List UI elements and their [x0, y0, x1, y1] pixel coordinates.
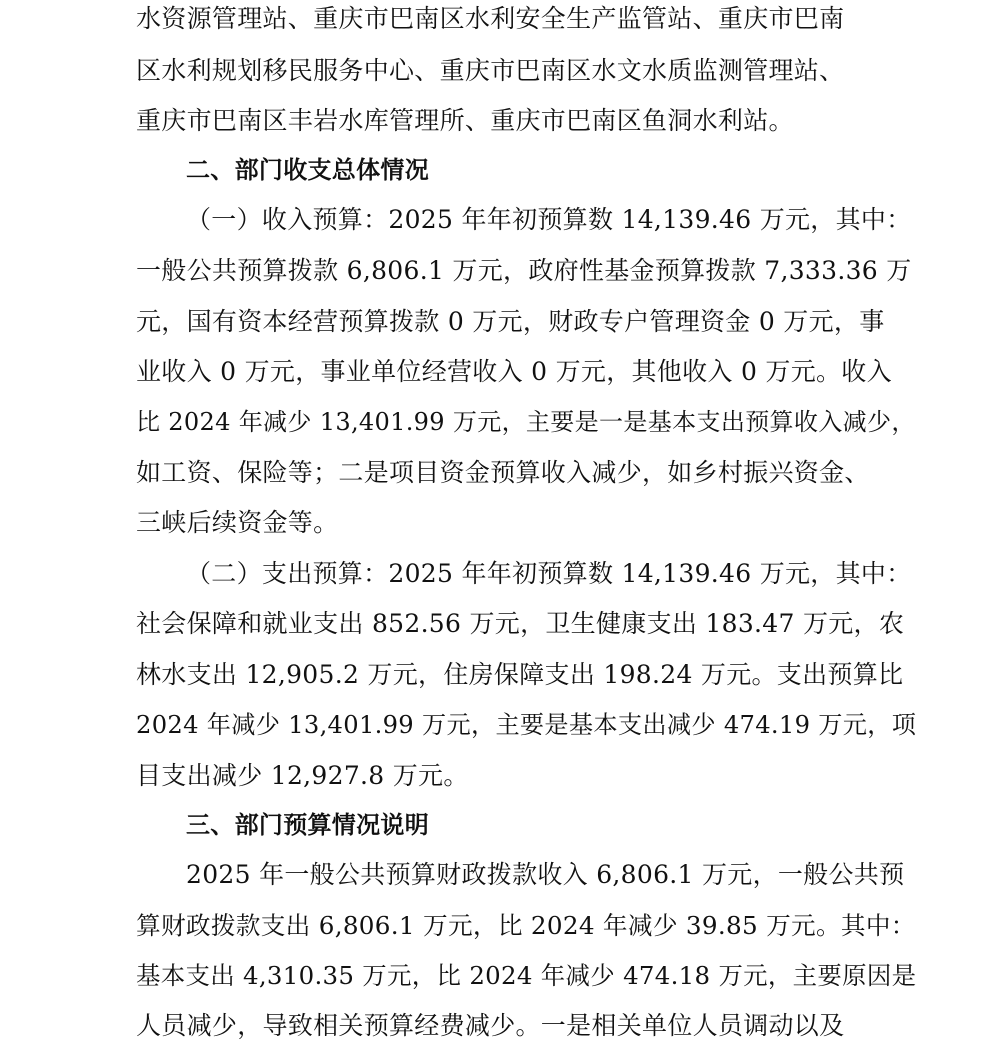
paragraph-line: 林水支出 12,905.2 万元，住房保障支出 198.24 万元。支出预算比: [136, 660, 904, 689]
paragraph-line: 一般公共预算拨款 6,806.1 万元，政府性基金预算拨款 7,333.36 万: [136, 256, 912, 285]
paragraph-line: 比 2024 年减少 13,401.99 万元，主要是一是基本支出预算收入减少，: [136, 408, 916, 436]
paragraph-line: 算财政拨款支出 6,806.1 万元，比 2024 年减少 39.85 万元。其中：: [136, 911, 916, 940]
paragraph-line: （一）收入预算：2025 年年初预算数 14,139.46 万元，其中：: [186, 205, 912, 234]
paragraph-line: 如工资、保险等；二是项目资金预算收入减少，如乡村振兴资金、: [136, 458, 870, 487]
section-heading: 二、部门收支总体情况: [186, 156, 429, 184]
paragraph-line: 三峡后续资金等。: [136, 508, 339, 537]
paragraph-line: 目支出减少 12,927.8 万元。: [136, 761, 469, 790]
paragraph-line: 元，国有资本经营预算拨款 0 万元，财政专户管理资金 0 万元，事: [136, 307, 885, 336]
paragraph-line: 区水利规划移民服务中心、重庆市巴南区水文水质监测管理站、: [136, 56, 845, 85]
paragraph-line: 2024 年减少 13,401.99 万元，主要是基本支出减少 474.19 万元，项: [136, 711, 917, 739]
paragraph-line: 重庆市巴南区丰岩水库管理所、重庆市巴南区鱼洞水利站。: [136, 106, 794, 135]
paragraph-line: 业收入 0 万元，事业单位经营收入 0 万元，其他收入 0 万元。收入: [136, 357, 892, 386]
section-heading: 三、部门预算情况说明: [186, 811, 429, 839]
paragraph-line: 社会保障和就业支出 852.56 万元，卫生健康支出 183.47 万元，农: [136, 609, 905, 638]
paragraph-line: 2025 年一般公共预算财政拨款收入 6,806.1 万元，一般公共预: [186, 860, 905, 889]
paragraph-line: 基本支出 4,310.35 万元，比 2024 年减少 474.18 万元，主要原因是: [136, 961, 917, 990]
paragraph-line: 水资源管理站、重庆市巴南区水利安全生产监管站、重庆市巴南: [136, 4, 845, 33]
paragraph-line: （二）支出预算：2025 年年初预算数 14,139.46 万元，其中：: [186, 559, 912, 588]
paragraph-line: 人员减少，导致相关预算经费减少。一是相关单位人员调动以及: [136, 1011, 845, 1040]
